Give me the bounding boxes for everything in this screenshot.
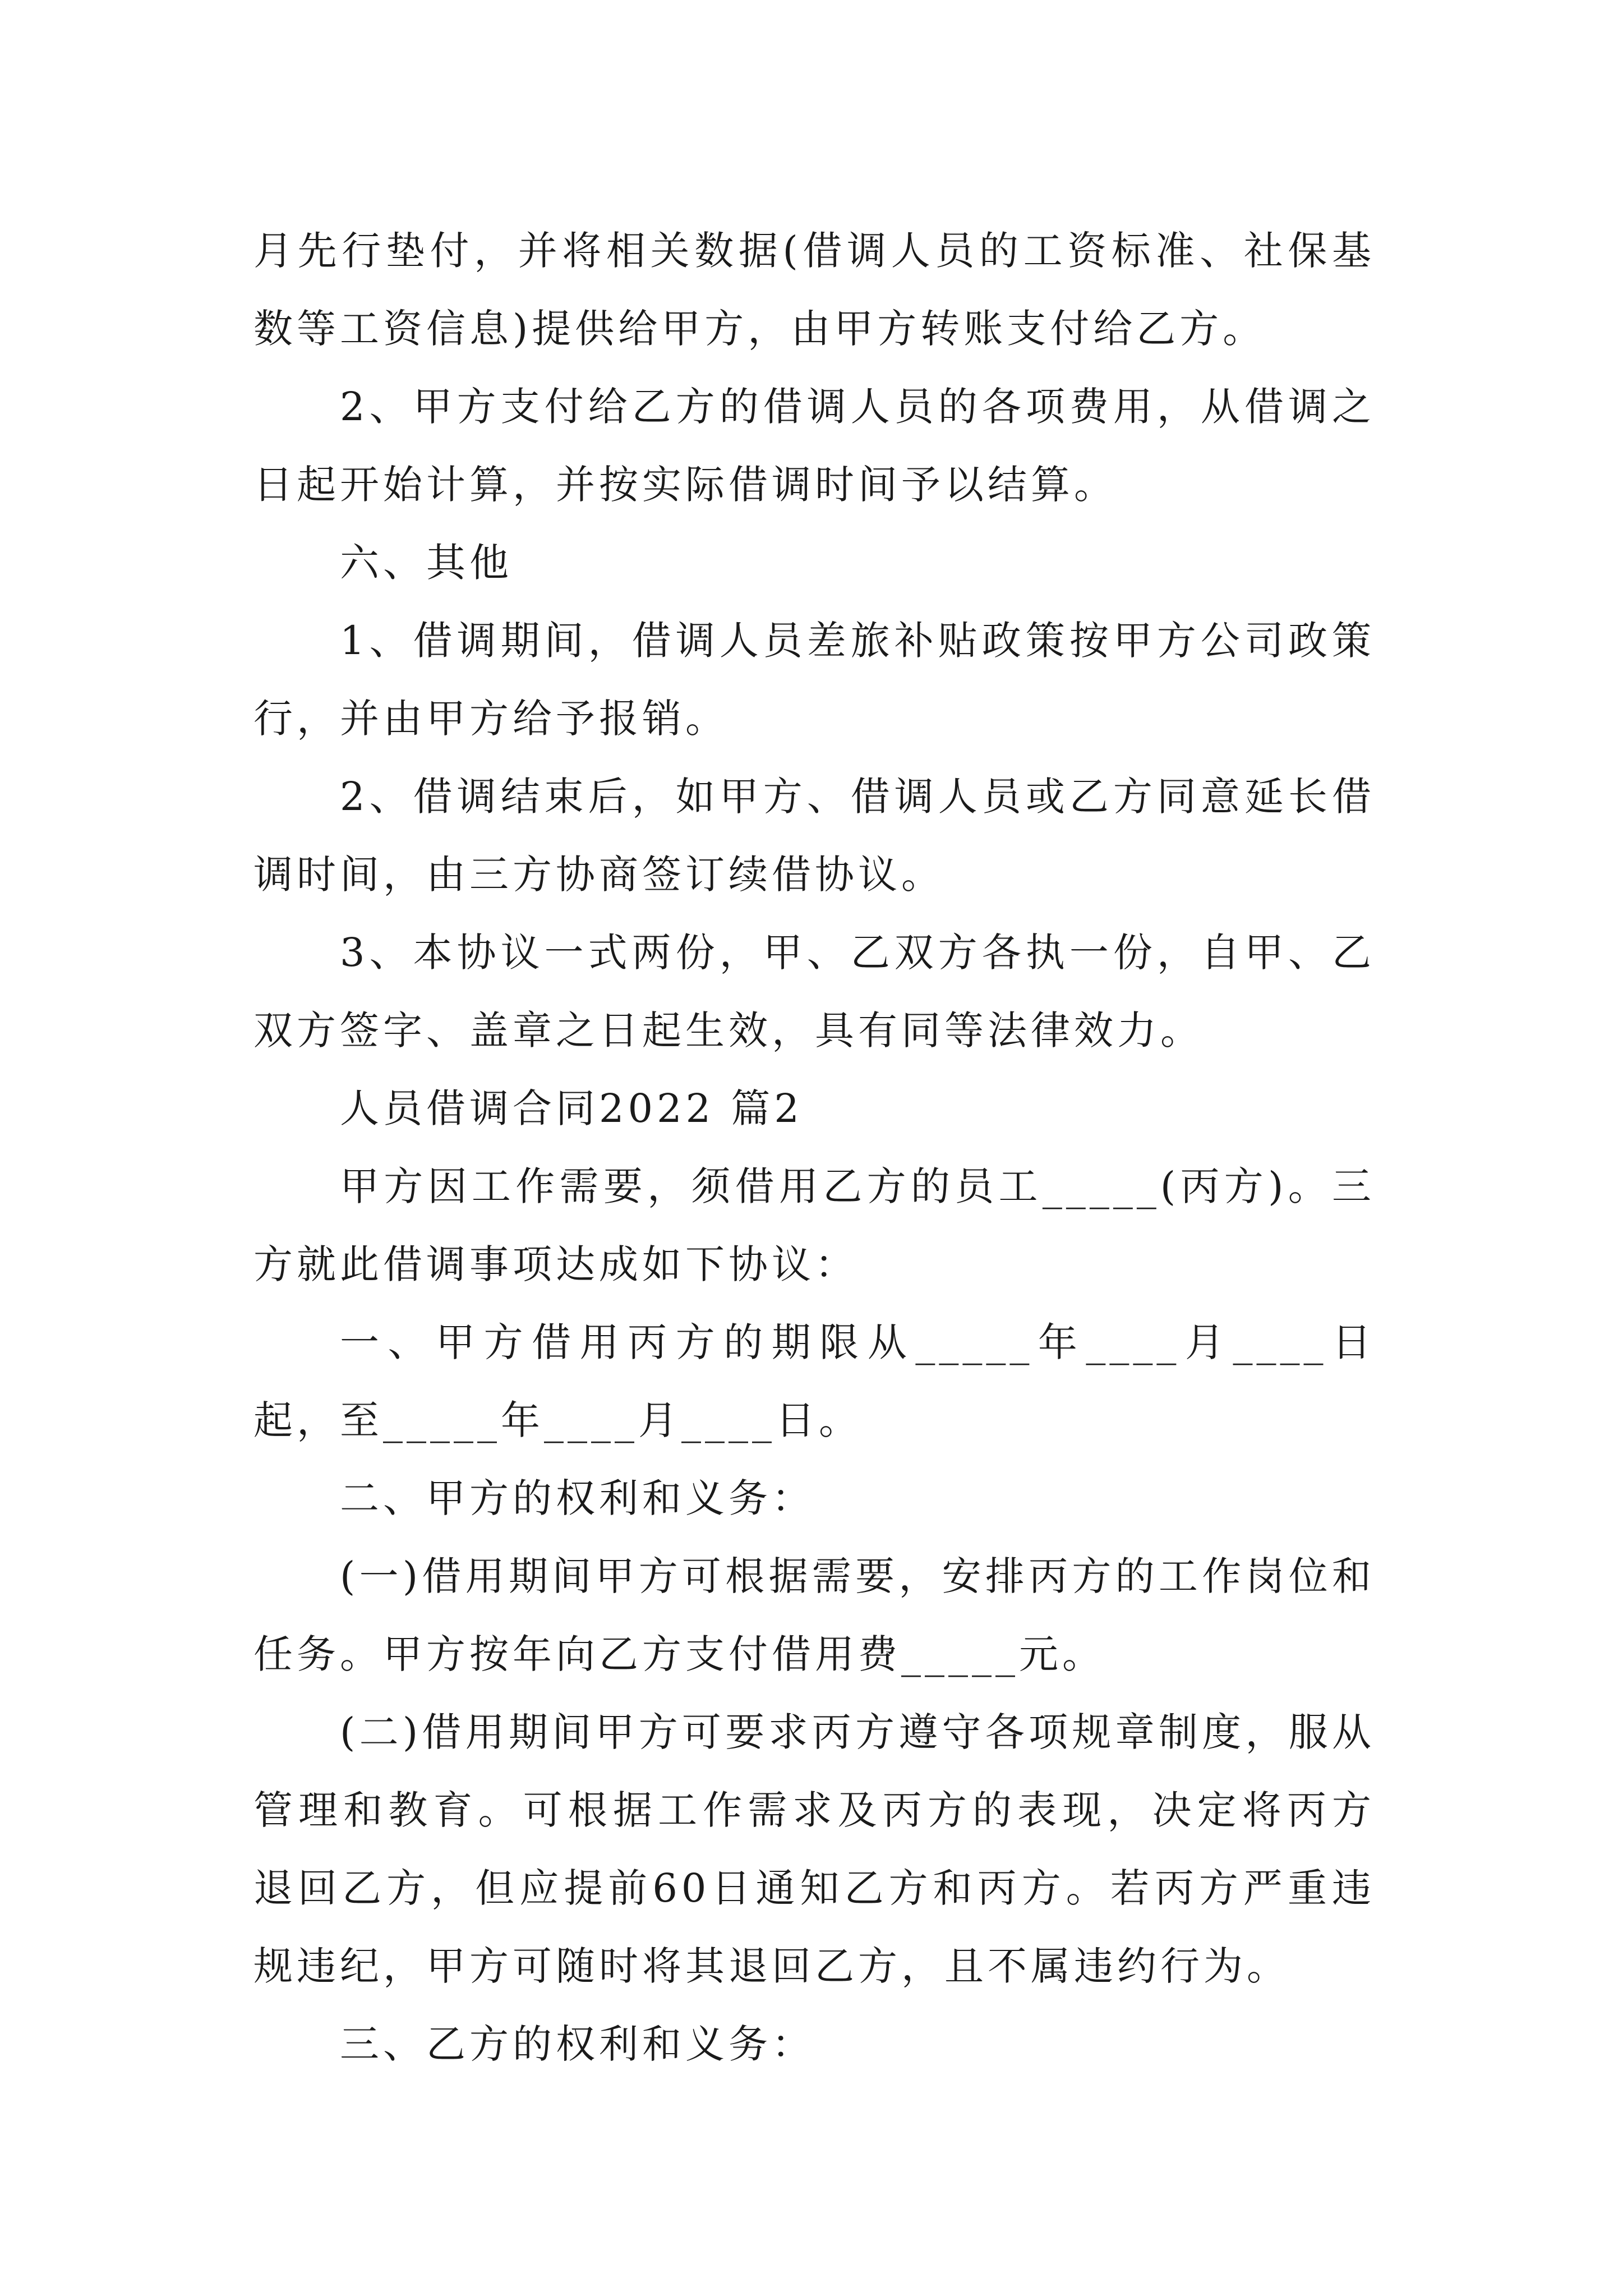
paragraph-term: 一、甲方借用丙方的期限从_____年____月____日起，至_____年____月____日。: [253, 1319, 1375, 1443]
paragraph-extension: 2、借调结束后，如甲方、借调人员或乙方同意延长借调时间，由三方协商签订续借协议。: [253, 774, 1375, 898]
section-heading-party-b-rights: 三、乙方的权利和义务：: [340, 2021, 815, 2067]
paragraph-party-a-item-2: (二)借用期间甲方可要求丙方遵守各项规章制度，服从管理和教育。可根据工作需求及丙方的表现，决定将丙方退回乙方，但应提前60日通知乙方和丙方。若丙方严重违规违纪，甲方可随时将其退回乙方，且不属违约行为。: [253, 1709, 1375, 1989]
paragraph-party-a-item-1: (一)借用期间甲方可根据需要，安排丙方的工作岗位和任务。甲方按年向乙方支付借用费_____元。: [253, 1553, 1375, 1677]
section-heading-party-a-rights: 二、甲方的权利和义务：: [340, 1475, 815, 1521]
paragraph-intro: 甲方因工作需要，须借用乙方的员工_____(丙方)。三方就此借调事项达成如下协议：: [253, 1163, 1375, 1287]
paragraph-payment-calculation: 2、甲方支付给乙方的借调人员的各项费用，从借调之日起开始计算，并按实际借调时间予以结算。: [253, 384, 1375, 508]
contract-title-part-2: 人员借调合同2022 篇2: [340, 1085, 803, 1131]
paragraph-copies-effect: 3、本协议一式两份，甲、乙双方各执一份，自甲、乙双方签字、盖章之日起生效，具有同等法律效力。: [253, 930, 1375, 1053]
section-heading-other: 六、其他: [340, 540, 513, 586]
paragraph-travel-allowance: 1、借调期间，借调人员差旅补贴政策按甲方公司政策行，并由甲方给予报销。: [253, 618, 1375, 742]
paragraph-continuation: 月先行垫付，并将相关数据(借调人员的工资标准、社保基数等工资信息)提供给甲方，由甲方转账支付给乙方。: [253, 228, 1375, 352]
document-body: [253, 212, 1375, 2083]
